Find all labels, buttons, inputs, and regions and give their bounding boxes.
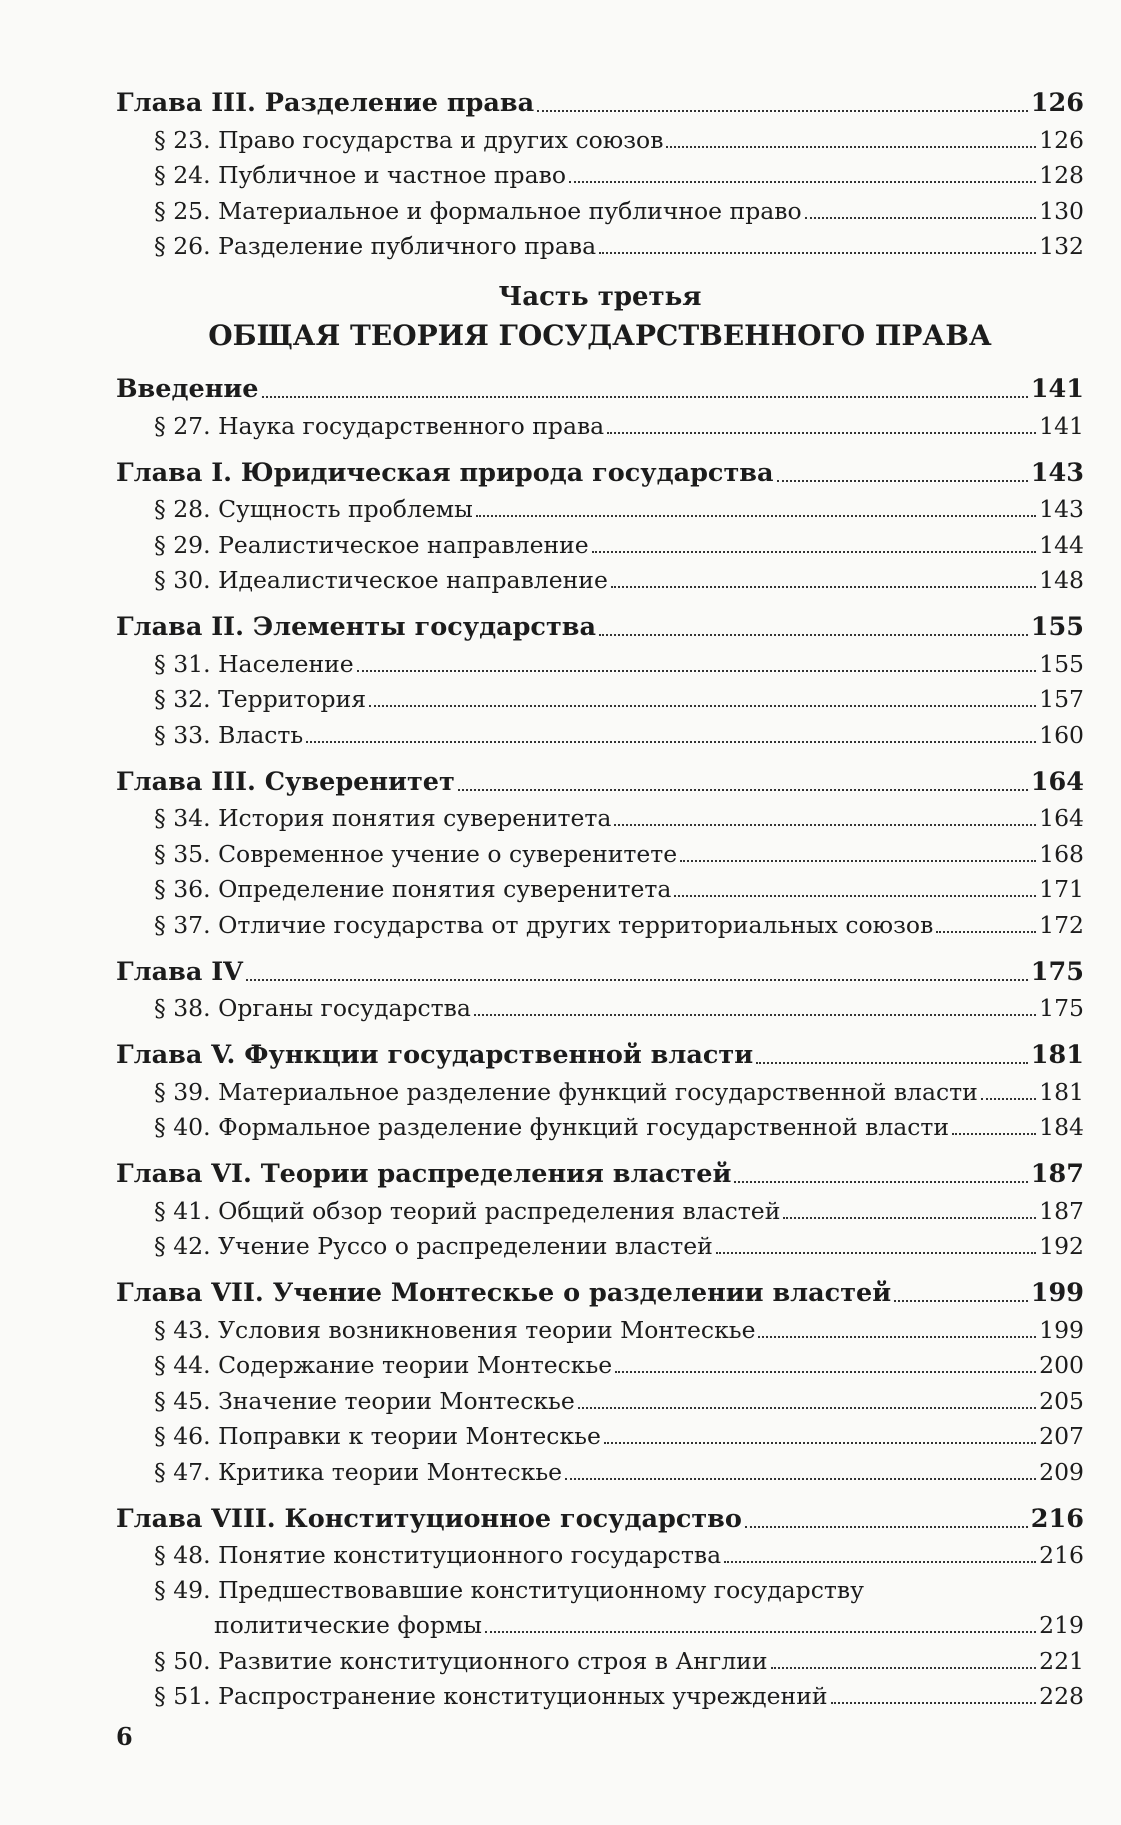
entry-title: § 41. Общий обзор теорий распределения властей [154, 1196, 781, 1225]
entry-title: Глава V. Функции государственной власти [116, 1040, 754, 1070]
entry-page: 228 [1039, 1682, 1084, 1710]
toc-chapter-entry[interactable] [116, 440, 1084, 488]
entry-page: 199 [1030, 1278, 1084, 1308]
entry-page: 132 [1039, 232, 1084, 260]
part-title: ОБЩАЯ ТЕОРИЯ ГОСУДАРСТВЕННОГО ПРАВА [208, 319, 992, 352]
toc-section-entry[interactable] [116, 797, 1084, 833]
entry-page: 141 [1030, 374, 1084, 404]
dot-leader [745, 1526, 1028, 1528]
part-label: Часть третья [498, 282, 702, 312]
toc-section-entry[interactable] [116, 523, 1084, 559]
toc-section-entry[interactable] [116, 404, 1084, 440]
entry-page: 200 [1039, 1351, 1084, 1379]
entry-title: § 33. Власть [154, 720, 304, 749]
entry-page: 155 [1039, 649, 1084, 678]
dot-leader [476, 515, 1036, 517]
entry-title: § 48. Понятие конституционного государства [154, 1541, 722, 1569]
entry-page: 199 [1039, 1315, 1084, 1344]
dot-leader [578, 1407, 1036, 1409]
entry-page: 148 [1039, 566, 1084, 594]
dot-leader [611, 586, 1036, 588]
entry-title: Глава III. Разделение права [116, 88, 535, 118]
dot-leader [666, 146, 1036, 148]
entry-page: 160 [1039, 720, 1084, 749]
toc-section-entry[interactable] [116, 1189, 1084, 1225]
entry-title: § 27. Наука государственного права [154, 411, 605, 440]
entry-title: § 31. Население [154, 649, 354, 678]
toc-chapter-entry[interactable] [116, 70, 1084, 118]
entry-page: 143 [1039, 495, 1084, 523]
dot-leader [680, 860, 1036, 862]
entry-title: § 34. История понятия суверенитета [154, 804, 612, 832]
entry-title: § 42. Учение Руссо о распределении властей [154, 1232, 713, 1260]
dot-leader [674, 895, 1036, 897]
dot-leader [936, 931, 1036, 933]
entry-page: 126 [1030, 88, 1084, 118]
dot-leader [981, 1098, 1036, 1100]
entry-title-continued: политические формы [214, 1611, 482, 1639]
dot-leader [734, 1181, 1027, 1183]
toc-section-entry[interactable] [116, 1379, 1084, 1415]
entry-title: § 43. Условия возникновения теории Монтескье [154, 1315, 756, 1344]
toc-section-entry[interactable] [116, 1308, 1084, 1344]
dot-leader [599, 252, 1036, 254]
toc-chapter-entry[interactable] [116, 356, 1084, 404]
toc-chapter-entry[interactable] [116, 1260, 1084, 1308]
dot-leader [831, 1702, 1037, 1704]
entry-page: 184 [1039, 1113, 1084, 1141]
toc-section-entry[interactable] [116, 903, 1084, 939]
toc-section-entry[interactable] [116, 154, 1084, 190]
entry-page: 175 [1039, 994, 1084, 1022]
toc-chapter-entry[interactable] [116, 749, 1084, 797]
entry-title: § 39. Материальное разделение функций государственной власти [154, 1077, 978, 1106]
toc-section-entry[interactable] [116, 642, 1084, 678]
page-number: 6 [116, 1722, 133, 1751]
entry-title: Глава VI. Теории распределения властей [116, 1159, 732, 1189]
entry-page: 128 [1039, 161, 1084, 189]
entry-title: § 29. Реалистическое направление [154, 530, 589, 559]
entry-page: 181 [1039, 1077, 1084, 1106]
part-heading [116, 278, 1084, 356]
toc-section-entry[interactable] [116, 1675, 1084, 1711]
entry-page: 187 [1030, 1159, 1084, 1189]
entry-title: § 44. Содержание теории Монтескье [154, 1351, 613, 1379]
toc-section-entry[interactable] [116, 559, 1084, 595]
entry-title: Введение [116, 374, 259, 404]
entry-title: § 32. Территория [154, 685, 367, 713]
entry-title: Глава I. Юридическая природа государства [116, 457, 774, 488]
entry-title: § 50. Развитие конституционного строя в Англии [154, 1646, 768, 1675]
toc-before-part [116, 70, 1084, 260]
entry-title: Глава III. Суверенитет [116, 766, 455, 797]
dot-leader [569, 181, 1036, 183]
dot-leader [805, 217, 1037, 219]
toc-chapter-entry[interactable] [116, 1486, 1084, 1534]
dot-leader [615, 1371, 1036, 1373]
toc-section-entry[interactable] [116, 832, 1084, 868]
entry-page: 164 [1039, 804, 1084, 832]
dot-leader [894, 1300, 1028, 1302]
toc-entry-multiline[interactable] [116, 1569, 1084, 1639]
toc-section-entry[interactable] [116, 713, 1084, 749]
dot-leader [458, 789, 1028, 791]
toc-section-entry[interactable] [116, 678, 1084, 714]
entry-title: § 38. Органы государства [154, 994, 471, 1022]
dot-leader [716, 1252, 1036, 1254]
toc-entry-line [154, 1604, 1084, 1639]
toc-section-entry[interactable] [116, 1070, 1084, 1106]
toc-section-entry[interactable] [116, 1225, 1084, 1261]
entry-title: § 37. Отличие государства от других территориальных союзов [154, 910, 934, 939]
dot-leader [262, 396, 1028, 398]
toc-entry-line [154, 1569, 1084, 1604]
entry-page: 144 [1039, 530, 1084, 559]
dot-leader [357, 670, 1036, 672]
entry-title: § 24. Публичное и частное право [154, 161, 566, 189]
entry-title: § 30. Идеалистическое направление [154, 566, 608, 594]
dot-leader [537, 110, 1028, 112]
toc-chapter-entry[interactable] [116, 1022, 1084, 1070]
entry-page: 216 [1039, 1541, 1084, 1569]
dot-leader [607, 432, 1036, 434]
entry-page: 164 [1030, 766, 1084, 797]
dot-leader [246, 979, 1028, 981]
entry-page: 175 [1030, 956, 1084, 987]
entry-title: § 46. Поправки к теории Монтескье [154, 1422, 601, 1450]
dot-leader [952, 1133, 1036, 1135]
dot-leader [306, 741, 1036, 743]
dot-leader [614, 824, 1036, 826]
entry-page: 221 [1039, 1646, 1084, 1675]
dot-leader [604, 1442, 1036, 1444]
entry-page: 172 [1039, 910, 1084, 939]
toc-chapter-entry[interactable] [116, 594, 1084, 642]
dot-leader [783, 1217, 1036, 1219]
entry-title: § 35. Современное учение о суверенитете [154, 839, 678, 868]
toc-section-entry[interactable] [116, 987, 1084, 1023]
entry-page: 205 [1039, 1386, 1084, 1415]
entry-page: 187 [1039, 1196, 1084, 1225]
entry-page: 216 [1030, 1503, 1084, 1534]
toc-section-entry[interactable] [116, 118, 1084, 154]
entry-title: § 49. Предшествовавшие конституционному государству [154, 1576, 864, 1604]
dot-leader [724, 1561, 1036, 1563]
dot-leader [369, 705, 1036, 707]
dot-leader [777, 480, 1028, 482]
entry-page: 143 [1030, 457, 1084, 488]
dot-leader [599, 634, 1028, 636]
dot-leader [592, 551, 1036, 553]
toc-section-entry[interactable] [116, 1415, 1084, 1451]
entry-title: § 23. Право государства и других союзов [154, 125, 664, 154]
entry-title: § 25. Материальное и формальное публичное право [154, 196, 802, 225]
toc-section-entry[interactable] [116, 868, 1084, 904]
dot-leader [756, 1062, 1028, 1064]
toc-section-entry[interactable] [116, 488, 1084, 524]
entry-title: Глава VII. Учение Монтескье о разделении властей [116, 1278, 892, 1308]
toc-chapter-entry[interactable] [116, 1141, 1084, 1189]
entry-title: Глава VIII. Конституционное государство [116, 1503, 742, 1534]
dot-leader [758, 1336, 1036, 1338]
entry-title: § 28. Сущность проблемы [154, 495, 473, 523]
toc-section-entry[interactable] [116, 1344, 1084, 1380]
entry-title: § 36. Определение понятия суверенитета [154, 875, 672, 903]
toc-section-entry[interactable] [116, 225, 1084, 261]
toc-section-entry[interactable] [116, 1450, 1084, 1486]
entry-page: 207 [1039, 1422, 1084, 1450]
entry-page: 130 [1039, 196, 1084, 225]
entry-title: § 47. Критика теории Монтескье [154, 1457, 563, 1486]
toc-chapter-entry[interactable] [116, 939, 1084, 987]
toc-section-entry[interactable] [116, 1534, 1084, 1570]
entry-page: 181 [1030, 1040, 1084, 1070]
entry-page: 155 [1030, 612, 1084, 642]
entry-page: 192 [1039, 1232, 1084, 1260]
toc-section-entry[interactable] [116, 189, 1084, 225]
table-of-contents [116, 70, 1084, 1710]
entry-page: 126 [1039, 125, 1084, 154]
dot-leader [565, 1478, 1036, 1480]
entry-page: 209 [1039, 1457, 1084, 1486]
entry-page: 219 [1039, 1611, 1084, 1639]
entry-page: 157 [1039, 685, 1084, 713]
entry-title: Глава IV [116, 956, 243, 987]
dot-leader [485, 1631, 1036, 1633]
toc-section-entry[interactable] [116, 1106, 1084, 1142]
entry-page: 171 [1039, 875, 1084, 903]
dot-leader [771, 1667, 1037, 1669]
entry-title: § 45. Значение теории Монтескье [154, 1386, 575, 1415]
entry-page: 141 [1039, 411, 1084, 440]
entry-title: Глава II. Элементы государства [116, 612, 597, 642]
entry-title: § 26. Разделение публичного права [154, 232, 597, 260]
dot-leader [474, 1014, 1036, 1016]
toc-section-entry[interactable] [116, 1639, 1084, 1675]
entry-title: § 40. Формальное разделение функций государственной власти [154, 1113, 950, 1141]
entry-page: 168 [1039, 839, 1084, 868]
toc-after-part [116, 356, 1084, 1710]
entry-title: § 51. Распространение конституционных учреждений [154, 1682, 828, 1710]
